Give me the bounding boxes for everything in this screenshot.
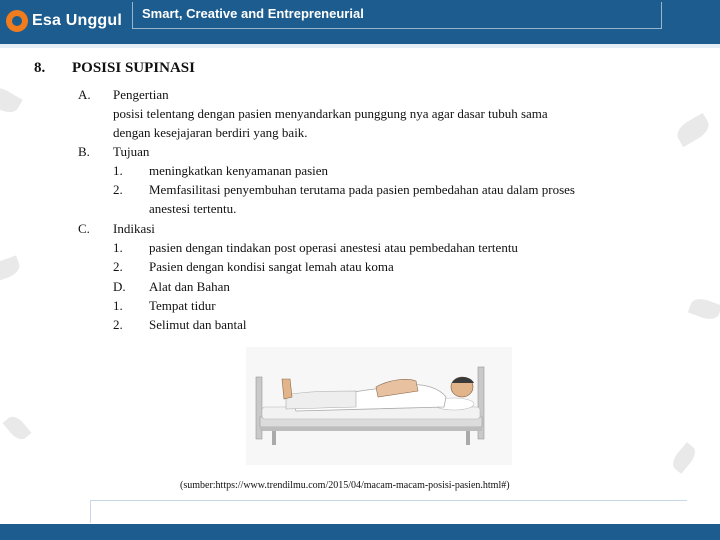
item-d2-text: Selimut dan bantal bbox=[149, 317, 247, 332]
item-d-title: Alat dan Bahan bbox=[149, 279, 230, 294]
item-c1-text: pasien dengan tindakan post operasi anestesi atau pembedahan tertentu bbox=[149, 240, 518, 255]
item-b2-text: Memfasilitasi penyembuhan terutama pada pasien pembedahan atau dalam proses bbox=[149, 182, 575, 197]
header-bar bbox=[0, 0, 720, 44]
item-b-title: Tujuan bbox=[113, 144, 150, 159]
supine-position-illustration bbox=[246, 347, 512, 465]
item-b1-text: meningkatkan kenyamanan pasien bbox=[149, 163, 329, 178]
item-c2-number: 2. bbox=[113, 259, 123, 274]
decorative-leaf-icon bbox=[673, 113, 712, 147]
item-b2-text-cont: anestesi tertentu. bbox=[149, 201, 237, 216]
item-c-label: C. bbox=[78, 221, 90, 236]
patient-on-bed-image bbox=[246, 347, 512, 465]
section-number: 8. bbox=[34, 60, 46, 76]
item-a-text-line2: dengan kesejajaran berdiri yang baik. bbox=[113, 125, 308, 140]
footer-bar bbox=[0, 524, 720, 540]
decorative-leaf-icon bbox=[669, 442, 699, 474]
decorative-leaf-icon bbox=[3, 413, 32, 443]
item-d2-number: 2. bbox=[113, 317, 123, 332]
logo-text: Esa Unggul bbox=[32, 12, 123, 29]
item-b2-number: 2. bbox=[113, 182, 123, 197]
item-d1-text: Tempat tidur bbox=[149, 298, 216, 313]
item-a-text-line1: posisi telentang dengan pasien menyandarkan punggung nya agar dasar tubuh sama bbox=[113, 106, 548, 121]
item-d-label: D. bbox=[113, 279, 126, 294]
logo-emblem-icon bbox=[6, 10, 28, 32]
section-title: POSISI SUPINASI bbox=[72, 60, 195, 76]
item-d1-number: 1. bbox=[113, 298, 123, 313]
university-logo bbox=[6, 6, 124, 36]
item-b1-number: 1. bbox=[113, 163, 123, 178]
item-a-label: A. bbox=[78, 87, 91, 102]
item-a-title: Pengertian bbox=[113, 87, 169, 102]
decorative-leaf-icon bbox=[0, 255, 22, 282]
decorative-leaf-icon bbox=[688, 295, 720, 322]
decorative-leaf-icon bbox=[0, 83, 23, 117]
item-c2-text: Pasien dengan kondisi sangat lemah atau koma bbox=[149, 259, 394, 274]
header-divider bbox=[0, 44, 720, 48]
image-source-caption: (sumber:https://www.trendilmu.com/2015/04/macam-macam-posisi-pasien.html#) bbox=[180, 480, 510, 491]
item-b-label: B. bbox=[78, 144, 90, 159]
item-c-title: Indikasi bbox=[113, 221, 155, 236]
footer-divider bbox=[90, 500, 687, 523]
item-c1-number: 1. bbox=[113, 240, 123, 255]
tagline: Smart, Creative and Entrepreneurial bbox=[142, 6, 364, 21]
